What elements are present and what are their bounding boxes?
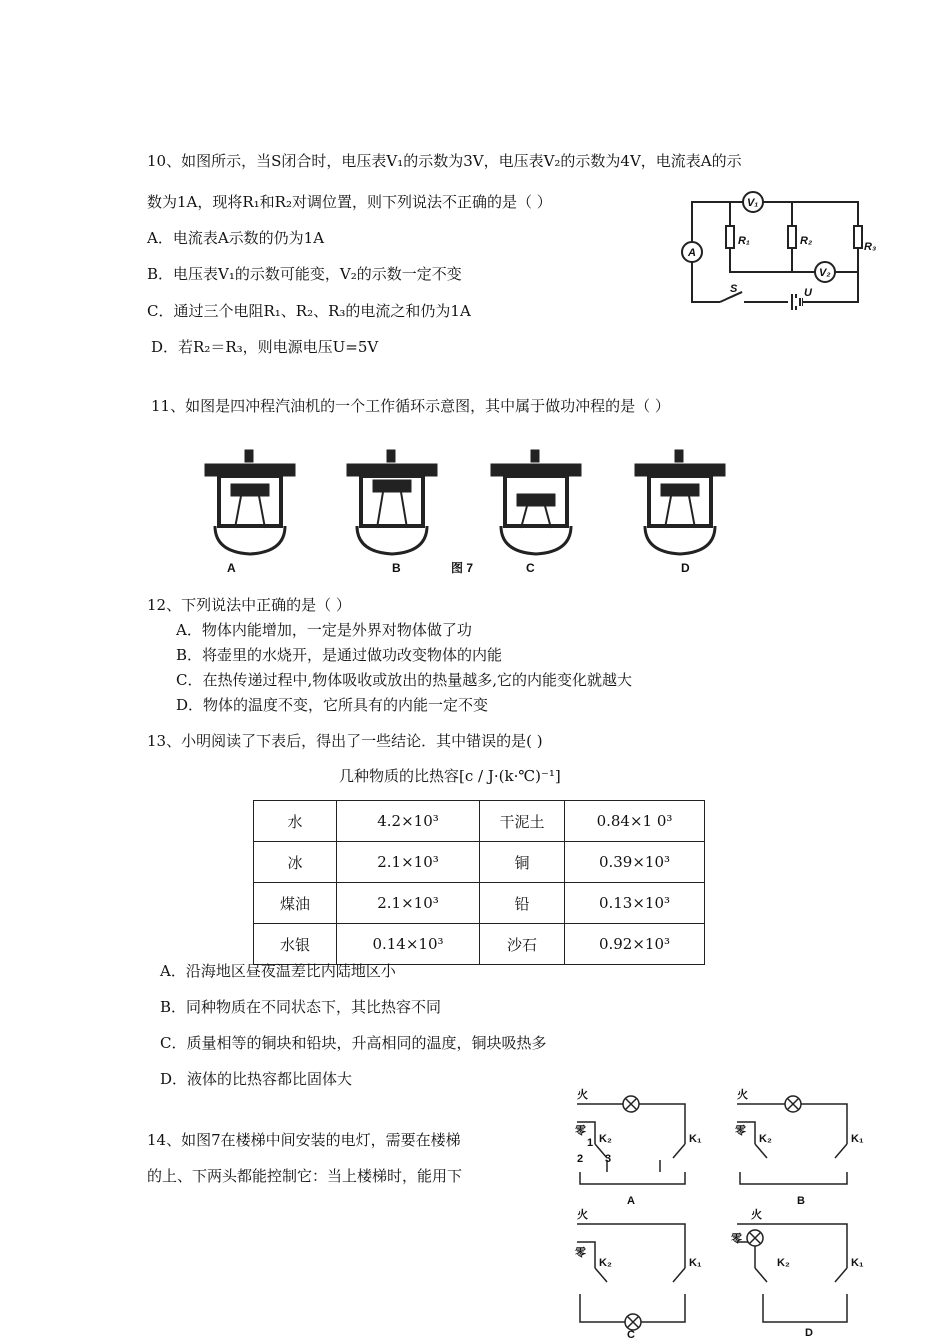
q14-c-live: 火 [577,1209,588,1221]
q14-a-n1: 1 [587,1137,594,1149]
q10-stem-line2: 数为1A，现将R₁和R₂对调位置，则下列说法不正确的是（ ） [147,193,552,211]
table-row [254,801,705,842]
q14-d-k1: K₁ [851,1257,864,1269]
q14-a-n3: 3 [605,1153,612,1165]
table-row [254,842,705,883]
q14-a-neutral: 零 [575,1125,586,1137]
q13-option-c: C．质量相等的铜块和铅块，升高相同的温度，铜块吸热多 [160,1034,547,1052]
q11-label-b: B [392,561,401,575]
q10-label-r1: R₁ [738,235,750,247]
table-cell: 水银 [254,924,337,965]
table-row [254,883,705,924]
q14-a-n2: 2 [577,1153,584,1165]
q13-option-a: A．沿海地区昼夜温差比内陆地区小 [160,962,396,980]
q14-c-neutral: 零 [575,1247,586,1259]
q11-label-a: A [227,561,236,575]
q12-option-c: C．在热传递过程中,物体吸收或放出的热量越多,它的内能变化就越大 [176,671,633,689]
table-row [254,924,705,965]
q11-engine-figure [195,440,755,578]
table-cell: 干泥土 [480,801,565,842]
table-cell: 0.84×1 0³ [565,801,705,842]
table-cell: 铅 [480,883,565,924]
q14-b-live: 火 [737,1089,748,1101]
q10-option-d: D．若R₂＝R₃，则电源电压U=5V [151,338,379,356]
table-cell: 4.2×10³ [337,801,480,842]
table-cell: 冰 [254,842,337,883]
table-cell: 2.1×10³ [337,883,480,924]
q12-stem: 12、下列说法中正确的是（ ） [147,596,351,614]
q10-option-a: A．电流表A示数的仍为1A [147,229,325,247]
table-cell: 0.14×10³ [337,924,480,965]
q10-label-switch: S [730,283,738,295]
q14-label-a: A [627,1195,635,1207]
q14-b-k2: K₂ [759,1133,772,1145]
q14-d-live: 火 [751,1209,762,1221]
table-cell: 煤油 [254,883,337,924]
q10-label-source: U [804,287,812,299]
q10-label-ammeter: A [688,247,696,259]
q14-b-neutral: 零 [735,1125,746,1137]
q11-label-d: D [681,561,690,575]
q10-label-v2: V₂ [819,267,831,279]
q10-circuit-diagram [680,186,880,312]
q11-label-c: C [526,561,535,575]
q14-label-b: B [797,1195,805,1207]
q10-stem-line1: 10、如图所示，当S闭合时，电压表V₁的示数为3V，电压表V₂的示数为4V，电流表A的示 [147,152,742,170]
q14-a-live: 火 [577,1089,588,1101]
q12-option-d: D．物体的温度不变，它所具有的内能一定不变 [176,696,489,714]
q12-option-a: A．物体内能增加，一定是外界对物体做了功 [176,621,472,639]
table-cell: 铜 [480,842,565,883]
q14-d-neutral: 零 [731,1233,742,1245]
q14-a-k1: K₁ [689,1133,702,1145]
q14-c-k1: K₁ [689,1257,702,1269]
q14-circuit-options [565,1082,885,1340]
q10-label-r2: R₂ [800,235,813,247]
q14-stem-line2: 的上、下两头都能控制它：当上楼梯时，能用下 [147,1167,463,1185]
specific-heat-table [253,800,705,965]
q11-stem: 11、如图是四冲程汽油机的一个工作循环示意图，其中属于做功冲程的是（ ） [151,397,670,415]
q14-label-d: D [805,1327,813,1339]
q13-stem: 13、小明阅读了下表后，得出了一些结论．其中错误的是( ) [147,732,543,750]
table-cell: 0.39×10³ [565,842,705,883]
q13-option-b: B．同种物质在不同状态下，其比热容不同 [160,998,442,1016]
q14-a-k2: K₂ [599,1133,612,1145]
q14-stem-line1: 14、如图7在楼梯中间安装的电灯，需要在楼梯 [147,1131,461,1149]
table-cell: 水 [254,801,337,842]
q10-option-c: C．通过三个电阻R₁、R₂、R₃的电流之和仍为1A [147,302,471,320]
q12-option-b: B．将壶里的水烧开，是通过做功改变物体的内能 [176,646,503,664]
table-cell: 0.92×10³ [565,924,705,965]
q14-label-c: C [627,1329,635,1340]
q14-b-k1: K₁ [851,1133,864,1145]
table-cell: 沙石 [480,924,565,965]
q10-label-r3: R₃ [864,241,877,253]
q14-d-k2: K₂ [777,1257,790,1269]
q10-label-v1: V₁ [747,197,759,209]
q14-c-k2: K₂ [599,1257,612,1269]
q11-figure-caption: 图 7 [451,561,474,575]
q13-table-title: 几种物质的比热容[c / J·(k·℃)⁻¹] [339,767,561,785]
q10-option-b: B．电压表V₁的示数可能变，V₂的示数一定不变 [147,265,462,283]
table-cell: 2.1×10³ [337,842,480,883]
table-cell: 0.13×10³ [565,883,705,924]
q13-option-d: D．液体的比热容都比固体大 [160,1070,353,1088]
